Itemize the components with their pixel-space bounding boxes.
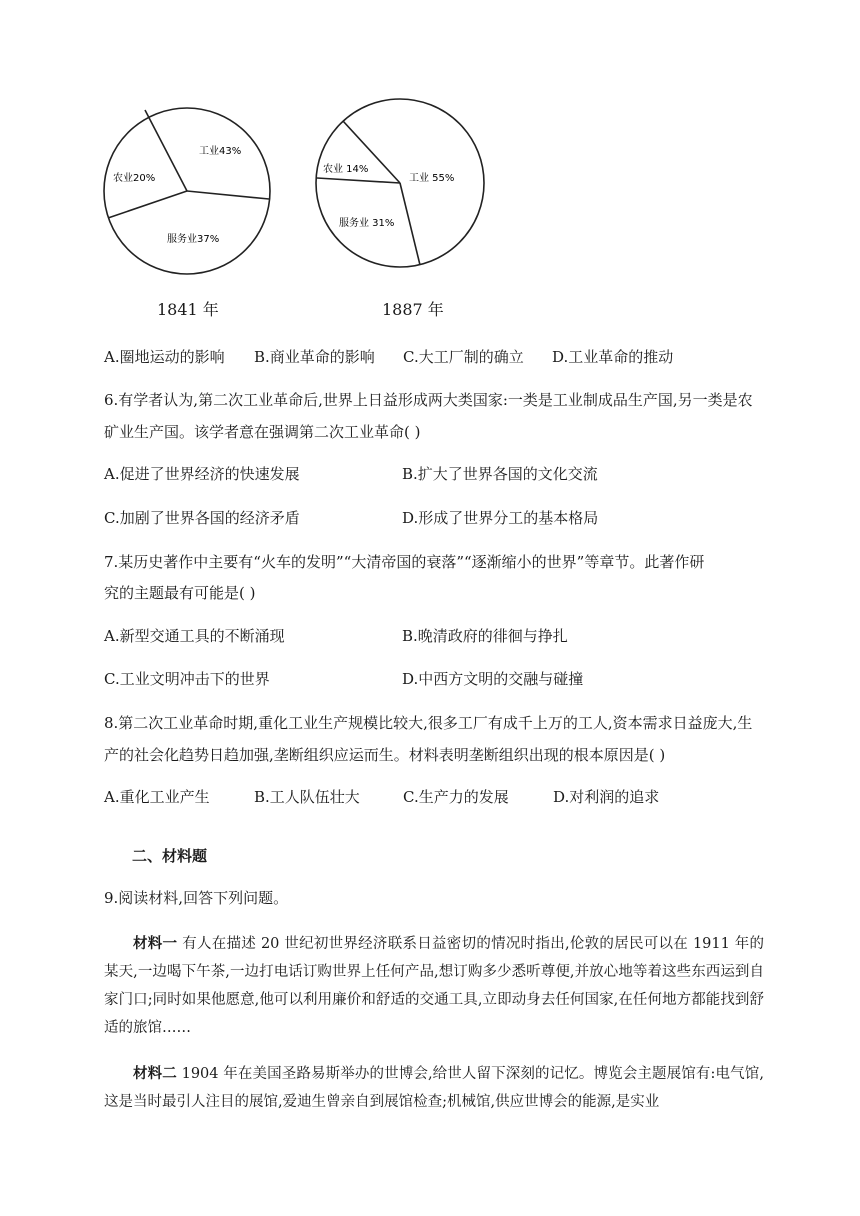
q6-option-a: A.促进了世界经济的快速发展	[104, 465, 300, 483]
material-1	[104, 930, 764, 1042]
pie-chart-1841	[103, 85, 273, 280]
q6-option-b: B.扩大了世界各国的文化交流	[402, 465, 598, 483]
pie-chart-1887	[313, 85, 488, 280]
slice-label-agriculture-1887: 农业 14%	[323, 164, 369, 175]
q6-option-d: D.形成了世界分工的基本格局	[402, 509, 599, 527]
material-2-text: 1904 年在美国圣路易斯举办的世博会,给世人留下深刻的记忆。博览会主题展馆有:电气馆,这是当时最引人注目的展馆,爱迪生曾亲自到展馆检查;机械馆,供应世博会的能源,是实业	[104, 1066, 764, 1110]
q5-option-c: C.大工厂制的确立	[403, 348, 524, 366]
slice-label-agriculture-1841: 农业20%	[113, 173, 156, 184]
q7-stem-line2: 究的主题最有可能是( )	[104, 584, 256, 602]
q8-option-d: D.对利润的追求	[553, 788, 660, 806]
q5-option-a: A.圈地运动的影响	[104, 348, 225, 366]
q6-stem-line2: 矿业生产国。该学者意在强调第二次工业革命( )	[104, 423, 421, 441]
q7-stem-line1: 7.某历史著作中主要有“火车的发明”“大清帝国的衰落”“逐渐缩小的世界”等章节。此著作研	[104, 553, 705, 571]
q8-stem-line2: 产的社会化趋势日趋加强,垄断组织应运而生。材料表明垄断组织出现的根本原因是( )	[104, 746, 666, 764]
q9-stem: 9.阅读材料,回答下列问题。	[104, 889, 289, 907]
q7-option-c: C.工业文明冲击下的世界	[104, 670, 270, 688]
q8-stem-line1: 8.第二次工业革命时期,重化工业生产规模比较大,很多工厂有成千上万的工人,资本需求日益庞大,生	[104, 714, 753, 732]
q7-option-d: D.中西方文明的交融与碰撞	[402, 670, 584, 688]
material-1-text: 有人在描述 20 世纪初世界经济联系日益密切的情况时指出,伦敦的居民可以在 1911 年的某天,一边喝下午茶,一边打电话订购世界上任何产品,想订购多少悉听尊便,并放心地等着这些东西运到自家门口;同时如果他愿意,他可以利用廉价和舒适的交通工具,立即动身去任何国家,在任何地方都能找到舒适的旅馆……	[104, 936, 764, 1036]
material-2-title: 材料二	[133, 1066, 177, 1082]
material-2	[104, 1060, 764, 1116]
slice-label-service-1887: 服务业 31%	[339, 218, 395, 229]
slice-label-service-1841: 服务业37%	[167, 234, 220, 245]
q8-option-a: A.重化工业产生	[104, 788, 210, 806]
q5-option-d: D.工业革命的推动	[552, 348, 674, 366]
section-heading: 二、材料题	[132, 847, 208, 865]
q8-option-c: C.生产力的发展	[403, 788, 509, 806]
material-1-title: 材料一	[133, 936, 178, 952]
slice-label-industry-1841: 工业43%	[199, 146, 242, 157]
chart-year-1841: 1841 年	[157, 300, 219, 319]
pie-charts	[95, 85, 515, 325]
q5-option-b: B.商业革命的影响	[254, 348, 375, 366]
chart-year-1887: 1887 年	[382, 300, 444, 319]
q6-option-c: C.加剧了世界各国的经济矛盾	[104, 509, 300, 527]
q6-stem-line1: 6.有学者认为,第二次工业革命后,世界上日益形成两大类国家:一类是工业制成品生产国,另一类是农	[104, 391, 753, 409]
q7-option-a: A.新型交通工具的不断涌现	[104, 627, 285, 645]
q7-option-b: B.晚清政府的徘徊与挣扎	[402, 627, 568, 645]
slice-label-industry-1887: 工业 55%	[409, 173, 455, 184]
q8-option-b: B.工人队伍壮大	[254, 788, 360, 806]
